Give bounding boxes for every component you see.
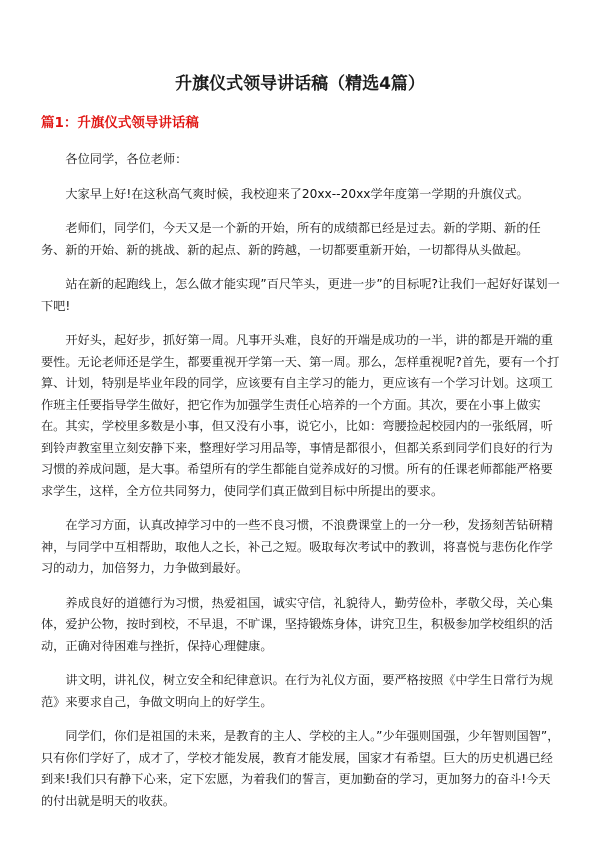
document-title: 升旗仪式领导讲话稿（精选4篇） — [175, 74, 425, 94]
paragraph: 大家早上好!在这秋高气爽时候，我校迎来了20xx--20xx学年度第一学期的升旗仪式。 — [65, 186, 529, 201]
paragraph: 老师们，同学们，今天又是一个新的开始，所有的成绩都已经是过去。新的学期、新的任务、新的开始、新的挑战、新的起点、新的跨越，一切都要重新开始，一切都得从头做起。 — [41, 221, 541, 257]
paragraph: 在学习方面，认真改掉学习中的一些不良习惯，不浪费课堂上的一分一秒，发扬刻苦钻研精神，与同学中互相帮助，取他人之长，补己之短。吸取每次考试中的教训，将喜悦与悲伤化作学习的动力，加倍努力，力争做到最好。 — [41, 518, 553, 575]
paragraph: 站在新的起跑线上，怎么做才能实现”百尺竿头，更进一步”的目标呢?让我们一起好好谋划一下吧! — [41, 277, 560, 313]
paragraph-greeting: 各位同学，各位老师： — [65, 152, 188, 166]
paragraph: 同学们，你们是祖国的未来，是教育的主人、学校的主人。”少年强则国强，少年智则国智”，只有你们学好了，成才了，学校才能发展，教育才能发展，国家才有希望。巨大的历史机遇已经到来!我们只有静下心来，定下宏愿，为着我们的誓言，更加勤奋的学习，更加努力的奋斗!今天的付出就是明天的收获。 — [41, 729, 560, 808]
document-body — [41, 149, 561, 825]
paragraph: 讲文明，讲礼仪，树立安全和纪律意识。在行为礼仪方面，要严格按照《中学生日常行为规范》来要求自己，争做文明向上的好学生。 — [41, 673, 553, 709]
paragraph: 养成良好的道德行为习惯，热爱祖国，诚实守信，礼貌待人，勤劳俭朴，孝敬父母，关心集体，爱护公物，按时到校，不早退，不旷课，坚持锻炼身体，讲究卫生，积极参加学校组织的活动，正确对待困难与挫折，保持心理健康。 — [41, 595, 553, 653]
section-heading: 篇1：升旗仪式领导讲话稿 — [41, 115, 199, 131]
paragraph: 开好头，起好步，抓好第一周。凡事开头难，良好的开端是成功的一半，讲的都是开端的重要性。无论老师还是学生，都要重视开学第一天、第一周。那么，怎样重视呢?首先，要有一个打算、计划，特别是毕业年段的同学，应该要有自主学习的能力，更应该有一个学习计划。这项工作班主任要指导学生做好，把它作为加强学生责任心培养的一个方面。其次，要在小事上做实在。其实，学校里多数是小事，但又没有小事，说它小，比如：弯腰捡起校园内的一张纸屑，听到铃声教室里立刻安静下来，整理好学习用品等，事情是都很小，但都关系到同学们良好的行为习惯的养成问题，是大事。希望所有的学生都能自觉养成好的习惯。所有的任课老师都能严格要求学生，这样，全方位共同努力，使同学们真正做到目标中所提出的要求。 — [41, 333, 560, 498]
